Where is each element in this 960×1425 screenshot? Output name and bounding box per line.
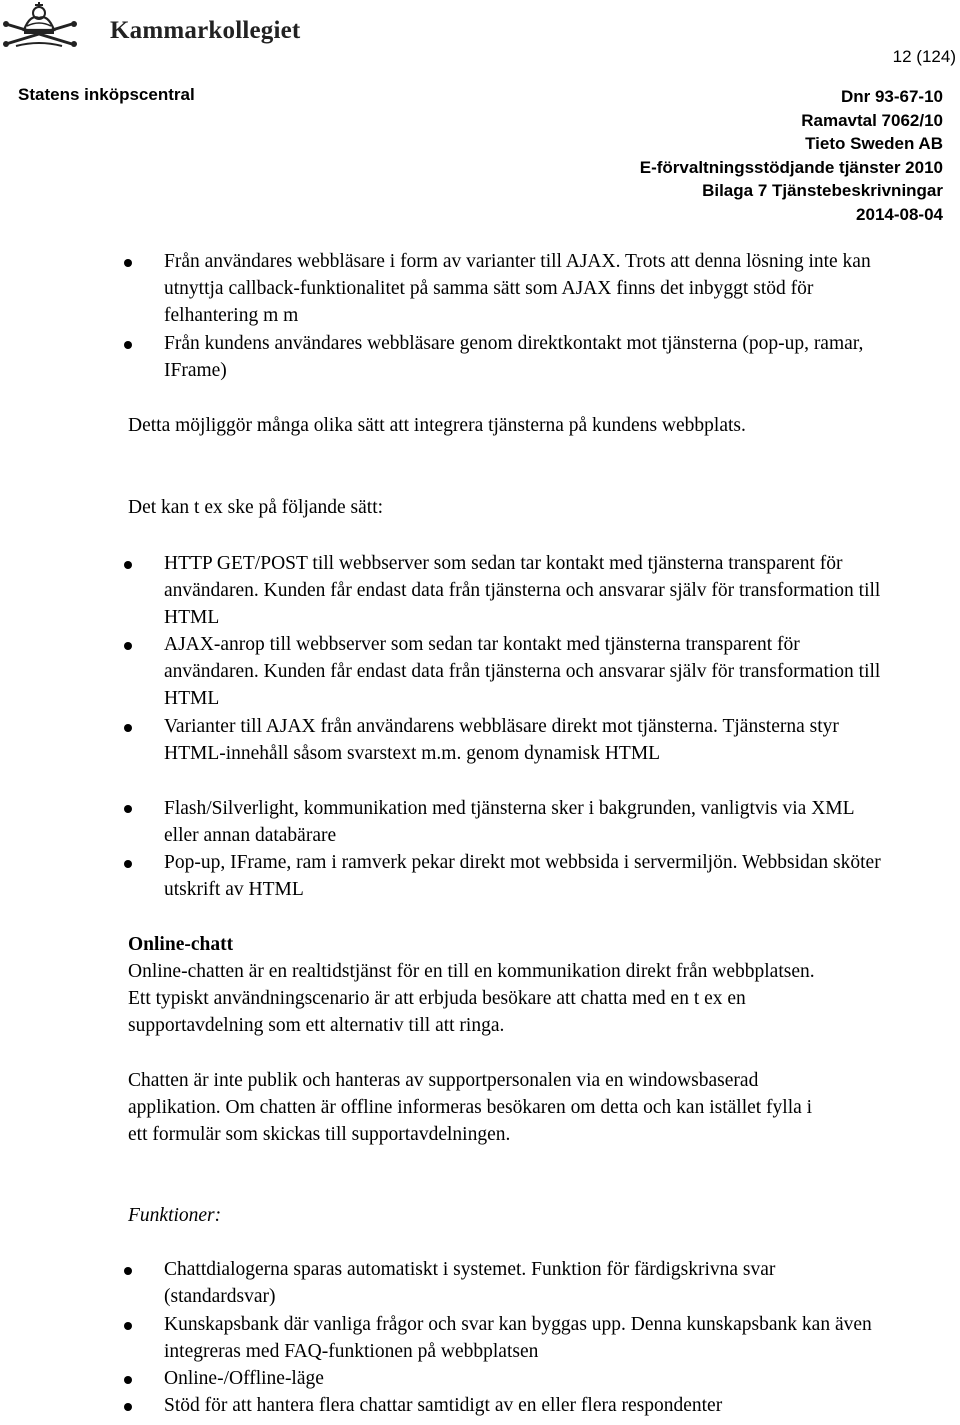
kammarkollegiet-logo — [2, 0, 322, 52]
list-item: AJAX-anrop till webbserver som sedan tar kontakt med tjänsterna transparent för användaren. Kunden får endast data från tjänsterna och ansvarar själv för transformation till HTML — [164, 634, 881, 710]
list-item: HTTP GET/POST till webbserver som sedan tar kontakt med tjänsterna transparent för användaren. Kunden får endast data från tjänsterna och ansvarar själv för transformation till HTML — [164, 553, 881, 629]
bullet — [124, 341, 132, 349]
list-item: Chattdialogerna sparas automatiskt i systemet. Funktion för färdigskrivna svar (standardsvar) — [164, 1259, 776, 1308]
subheading: Funktioner: — [128, 1205, 222, 1226]
list-item: Varianter till AJAX från användarens webbläsare direkt mot tjänsterna. Tjänsterna styr HTML-innehåll såsom svarstext m.m. genom dynamisk HTML — [164, 716, 839, 765]
bullet — [124, 860, 132, 868]
bullet — [124, 561, 132, 569]
paragraph: Chatten är inte publik och hanteras av supportpersonalen via en windowsbaserad applikation. Om chatten är offline informeras besökaren om detta och kan istället fylla i ett formulär som skickas till supportavdelningen. — [128, 1070, 813, 1146]
logo-wordmark: Kammarkollegiet — [110, 17, 301, 44]
bullet — [124, 1322, 132, 1330]
meta-appendix: Bilaga 7 Tjänstebeskrivningar — [702, 181, 943, 200]
bullet — [124, 1267, 132, 1275]
meta-dnr: Dnr 93-67-10 — [840, 87, 943, 106]
page-number: 12 (124) — [892, 47, 956, 66]
list-item: Stöd för att hantera flera chattar samtidigt av en eller flera respondenter — [164, 1395, 723, 1416]
bullet — [124, 1403, 132, 1411]
section-heading: Online-chatt — [128, 934, 234, 955]
bullet — [124, 805, 132, 813]
list-item: Online-/Offline-läge — [164, 1368, 324, 1389]
meta-supplier: Tieto Sweden AB — [805, 134, 943, 153]
list-item: Kunskapsbank där vanliga frågor och svar kan byggas upp. Denna kunskapsbank kan även integreras med FAQ-funktionen på webbplatsen — [164, 1314, 872, 1363]
paragraph: Det kan t ex ske på följande sätt: — [128, 497, 384, 518]
paragraph: Detta möjliggör många olika sätt att integrera tjänsterna på kundens webbplats. — [128, 415, 746, 436]
meta-date: 2014-08-04 — [856, 204, 943, 224]
list-item: Pop-up, IFrame, ram i ramverk pekar direkt mot webbsida i servermiljön. Webbsidan sköter utskrift av HTML — [164, 852, 881, 901]
crown-logo-icon — [2, 0, 106, 52]
list-item: Från användares webbläsare i form av varianter till AJAX. Trots att denna lösning inte kan utnyttja callback-funktionalitet på samma sätt som AJAX finns det inbyggt stöd för felhantering m m — [164, 251, 871, 327]
document-meta — [640, 85, 943, 226]
agency-name: Statens inköpscentral — [18, 85, 195, 104]
paragraph: Online-chatten är en realtidstjänst för en till en kommunikation direkt från webbplatsen. Ett typiskt användningscenario är att erbjuda besökare att chatta med en t ex en supportavdelning som ett alternativ till att ringa. — [128, 961, 815, 1037]
bullet — [124, 259, 132, 267]
list-item: Flash/Silverlight, kommunikation med tjänsterna sker i bakgrunden, vanligtvis via XML eller annan databärare — [164, 798, 854, 847]
bullet — [124, 1376, 132, 1384]
list-item: Från kundens användares webbläsare genom direktkontakt mot tjänsterna (pop-up, ramar, IFrame) — [164, 333, 864, 382]
meta-ramavtal: Ramavtal 7062/10 — [801, 110, 943, 130]
bullet — [124, 642, 132, 650]
meta-framework: E-förvaltningsstödjande tjänster 2010 — [639, 157, 943, 177]
bullet — [124, 724, 132, 732]
